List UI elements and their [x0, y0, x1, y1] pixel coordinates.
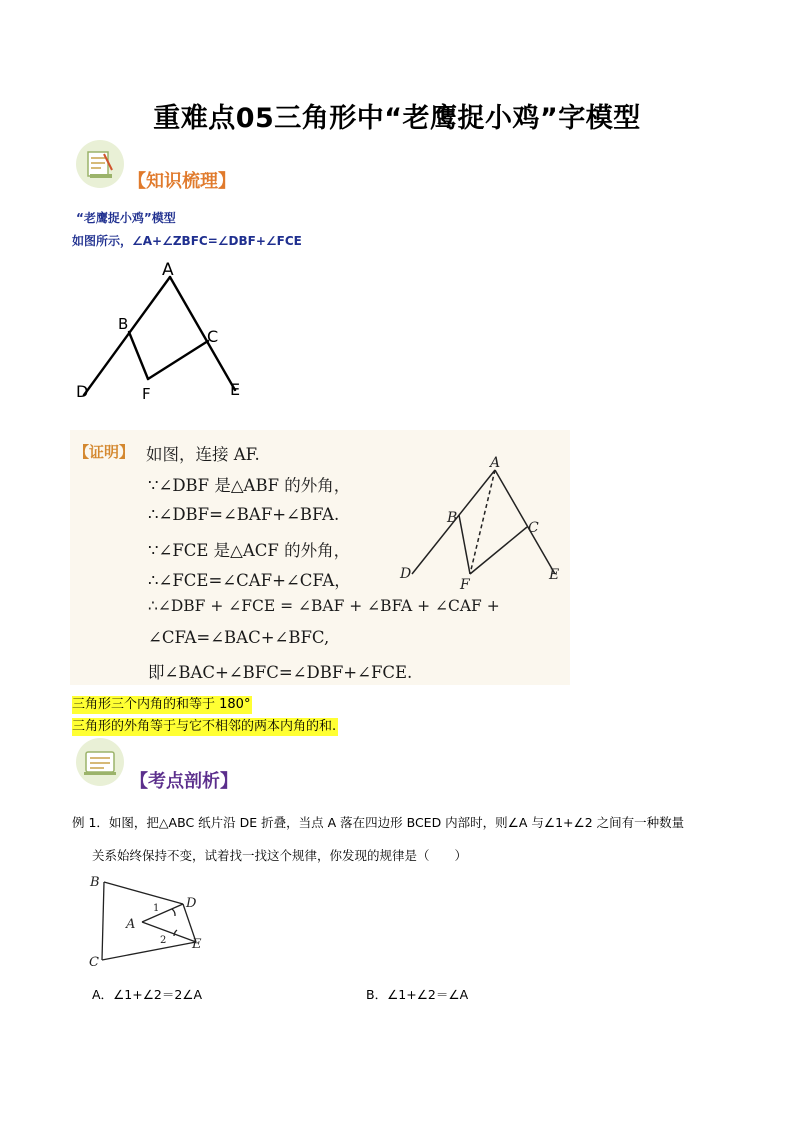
model-name: “老鹰捉小鸡”模型 — [76, 211, 176, 225]
option-a-text: ∠1+∠2＝2∠A — [113, 987, 203, 1002]
proof-label: 【证明】 — [74, 443, 135, 461]
proof-figure — [398, 452, 568, 597]
note-angle-sum: 三角形三个内角的和等于 180° — [72, 697, 251, 712]
model-statement: 如图所示，∠A+∠ZBFC=∠DBF+∠FCE — [72, 234, 302, 248]
document-icon — [76, 738, 124, 786]
example1-label-E: E — [192, 937, 202, 952]
example1-figure — [86, 874, 216, 974]
example1-label-A: A — [126, 917, 136, 932]
section-analysis-heading: 【考点剖析】 — [130, 771, 238, 792]
figure1-label-F: F — [142, 385, 151, 403]
figure1-label-E: E — [230, 380, 241, 399]
option-b — [366, 985, 468, 1003]
figure1-label-C: C — [207, 327, 219, 346]
section-knowledge-heading: 【知识梳理】 — [128, 171, 236, 192]
figure1-label-D: D — [76, 382, 89, 401]
proof-line-7: ∠CFA=∠BAC+∠BFC, — [148, 628, 330, 647]
eagle-chick-figure — [70, 255, 260, 405]
proof-line-2: ∵∠DBF 是△ABF 的外角， — [148, 476, 351, 495]
example1-label-D: D — [186, 896, 197, 911]
notebook-icon — [76, 140, 124, 188]
figure1-label-B: B — [118, 315, 129, 333]
example1-label-B: B — [90, 875, 100, 890]
proof-line-4: ∵∠FCE 是△ACF 的外角， — [148, 541, 351, 560]
proof-line-1: 如图，连接 AF. — [146, 445, 260, 464]
example1-angle-1: 1 — [153, 903, 160, 914]
example1-label-C: C — [89, 955, 99, 970]
figure1-label-A: A — [162, 260, 174, 280]
note-exterior-angle: 三角形的外角等于与它不相邻的两本内角的和. — [72, 719, 337, 734]
proof-figure-label-E: E — [549, 567, 560, 583]
page-title: 重难点05三角形中“老鹰捉小鸡”字模型 — [153, 103, 641, 134]
proof-line-6: ∴∠DBF + ∠FCE = ∠BAF + ∠BFA + ∠CAF + — [148, 597, 500, 615]
proof-line-8: 即∠BAC+∠BFC=∠DBF+∠FCE. — [148, 663, 413, 682]
proof-figure-label-C: C — [528, 520, 539, 536]
proof-line-3: ∴∠DBF=∠BAF+∠BFA. — [148, 505, 340, 524]
option-b-key: B． — [366, 987, 388, 1002]
example1-angle-2: 2 — [160, 935, 167, 946]
proof-figure-label-D: D — [400, 566, 412, 582]
option-a — [92, 985, 202, 1003]
proof-line-5: ∴∠FCE=∠CAF+∠CFA， — [148, 571, 351, 590]
proof-figure-label-B: B — [447, 510, 458, 526]
option-a-key: A． — [92, 987, 114, 1002]
example1-question-line1: 例 1．如图，把△ABC 纸片沿 DE 折叠，当点 A 落在四边形 BCED 内部时，则∠A 与∠1+∠2 之间有一种数量 — [72, 815, 685, 830]
proof-figure-label-A: A — [490, 455, 501, 471]
proof-figure-label-F: F — [460, 577, 470, 593]
option-b-text: ∠1+∠2＝∠A — [387, 987, 469, 1002]
example1-question-line2: 关系始终保持不变，试着找一找这个规律，你发现的规律是（ ） — [92, 848, 468, 863]
